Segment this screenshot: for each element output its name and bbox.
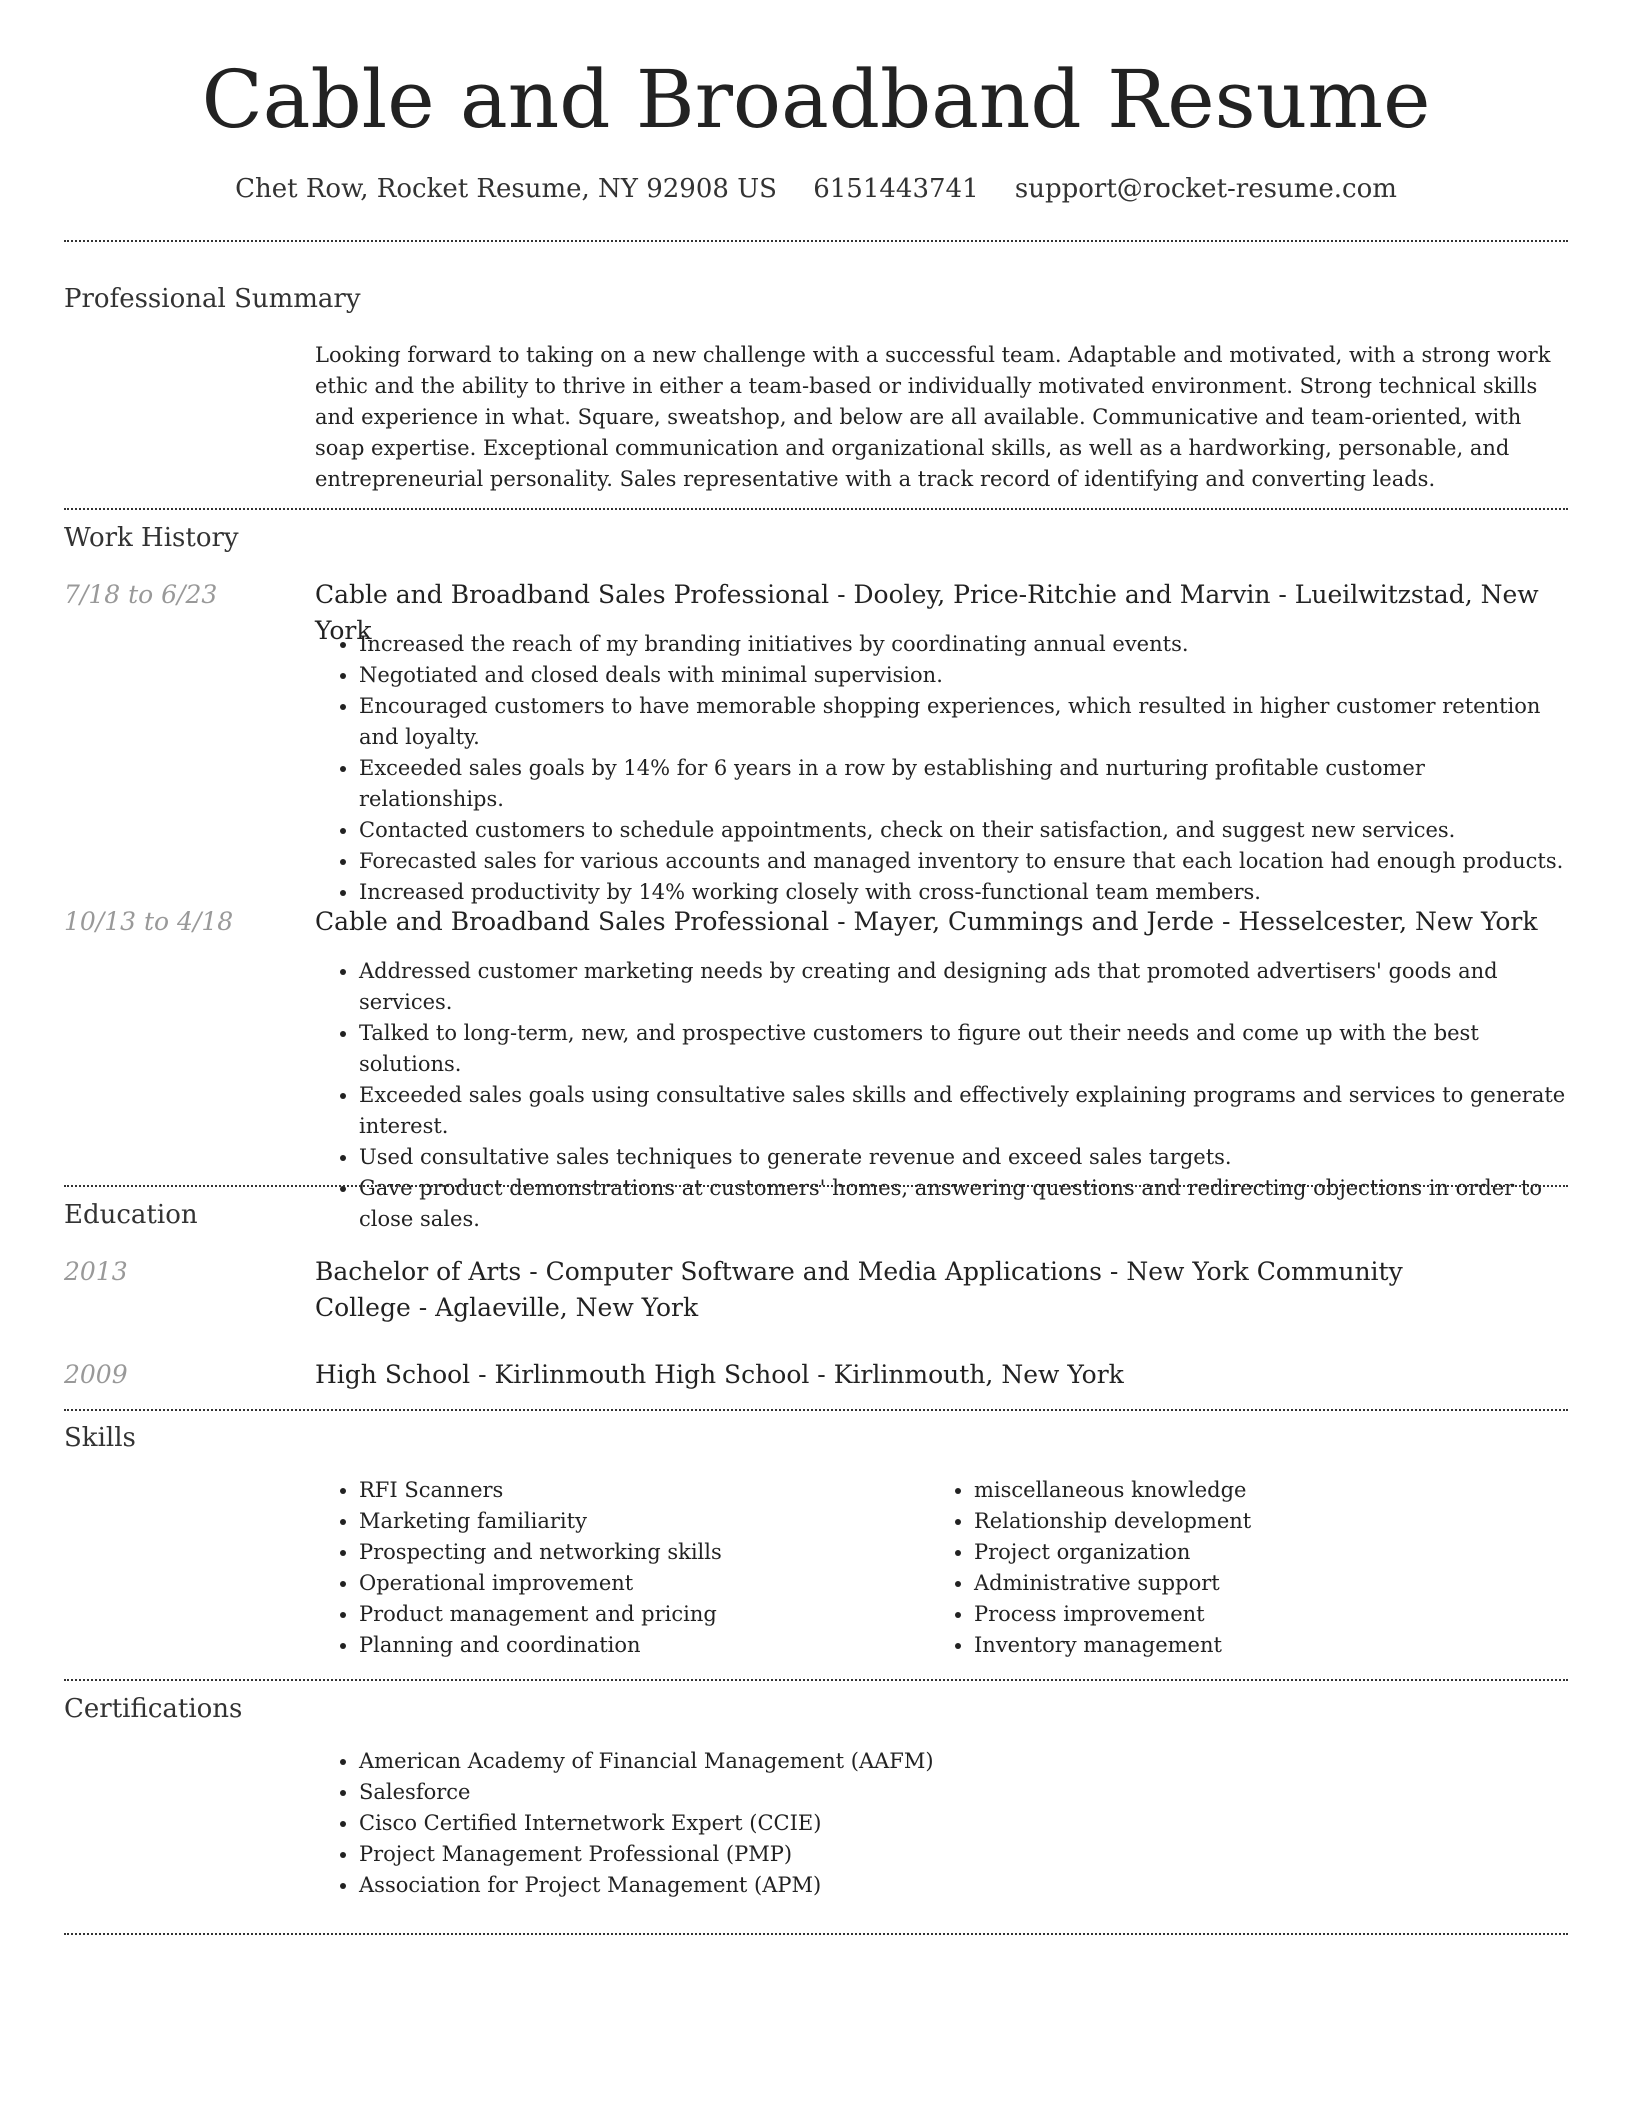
contact-address: Chet Row, Rocket Resume, NY 92908 US <box>235 174 777 204</box>
list-item: • Association for Project Management (APM) <box>359 1870 1568 1901</box>
skills-list-left <box>315 1475 930 1661</box>
list-item: • Used consultative sales techniques to generate revenue and exceed sales targets. <box>359 1142 1568 1173</box>
education-year: 2009 <box>64 1360 128 1389</box>
section-divider <box>64 1679 1568 1681</box>
contact-phone: 6151443741 <box>813 174 979 204</box>
section-divider <box>64 240 1568 242</box>
skills-columns <box>315 1475 1568 1661</box>
list-item: • Project Management Professional (PMP) <box>359 1839 1568 1870</box>
education-year: 2013 <box>64 1257 128 1286</box>
list-item: • Increased productivity by 14% working closely with cross-functional team members. <box>359 877 1568 908</box>
list-item: • Increased the reach of my branding initiatives by coordinating annual events. <box>359 629 1568 660</box>
list-item: • Operational improvement <box>359 1568 930 1599</box>
section-title-work: Work History <box>64 523 239 553</box>
list-item: • Gave product demonstrations at customers' homes, answering questions and redirecting objections in order to close sales. <box>359 1173 1568 1235</box>
list-item: • Addressed customer marketing needs by creating and designing ads that promoted advertisers' goods and services. <box>359 956 1568 1018</box>
job-bullets <box>315 629 1568 908</box>
list-item: • American Academy of Financial Management (AAFM) <box>359 1746 1568 1777</box>
list-item: • Cisco Certified Internetwork Expert (CCIE) <box>359 1808 1568 1839</box>
skills-list-right <box>930 1475 1545 1661</box>
certifications-list <box>315 1746 1568 1901</box>
list-item: • Product management and pricing <box>359 1599 930 1630</box>
list-item: • RFI Scanners <box>359 1475 930 1506</box>
list-item: • Marketing familiarity <box>359 1506 930 1537</box>
list-item: • Forecasted sales for various accounts and managed inventory to ensure that each location had enough products. <box>359 846 1568 877</box>
list-item: • Contacted customers to schedule appointments, check on their satisfaction, and suggest new services. <box>359 815 1568 846</box>
list-item: • Talked to long-term, new, and prospective customers to figure out their needs and come up with the best solutions. <box>359 1018 1568 1080</box>
list-item: • Administrative support <box>974 1568 1545 1599</box>
list-item: • Negotiated and closed deals with minimal supervision. <box>359 660 1568 691</box>
list-item: • Encouraged customers to have memorable shopping experiences, which resulted in higher customer retention and loyalty. <box>359 691 1568 753</box>
list-item: • Exceeded sales goals by 14% for 6 years in a row by establishing and nurturing profitable customer relationships. <box>359 753 1568 815</box>
summary-text: Looking forward to taking on a new challenge with a successful team. Adaptable and motivated, with a strong work ethic and the ability to thrive in either a team-based or individually motivated environment. Strong technical skills and experience in what. Square, sweatshop, and below are all available. Communicative and team-oriented, with soap expertise. Exceptional communication and organizational skills, as well as a hardworking, personable, and entrepreneurial personality. Sales representative with a track record of identifying and converting leads. <box>315 343 1551 491</box>
section-divider <box>64 508 1568 510</box>
resume-title: Cable and Broadband Resume <box>201 53 1431 146</box>
contact-line <box>0 172 1632 206</box>
section-title-summary: Professional Summary <box>64 284 361 314</box>
job-dates: 7/18 to 6/23 <box>64 580 218 609</box>
list-item: • Inventory management <box>974 1630 1545 1661</box>
education-entry: Bachelor of Arts - Computer Software and Media Applications - New York Community College - Aglaeville, New York <box>315 1257 1403 1322</box>
section-title-education: Education <box>64 1200 198 1230</box>
list-item: • Planning and coordination <box>359 1630 930 1661</box>
list-item: • Process improvement <box>974 1599 1545 1630</box>
job-dates: 10/13 to 4/18 <box>64 907 234 936</box>
list-item: • Exceeded sales goals using consultative sales skills and effectively explaining programs and services to generate interest. <box>359 1080 1568 1142</box>
contact-email: support@rocket-resume.com <box>1014 174 1397 204</box>
list-item: • Project organization <box>974 1537 1545 1568</box>
section-title-skills: Skills <box>64 1423 136 1453</box>
job-heading: Cable and Broadband Sales Professional - Dooley, Price-Ritchie and Marvin - Lueilwitzstad, New York <box>315 580 1539 645</box>
list-item: • Relationship development <box>974 1506 1545 1537</box>
section-title-certifications: Certifications <box>64 1694 243 1724</box>
job-heading: Cable and Broadband Sales Professional - Mayer, Cummings and Jerde - Hesselcester, New York <box>315 907 1538 936</box>
section-divider <box>64 1933 1568 1935</box>
list-item: • Prospecting and networking skills <box>359 1537 930 1568</box>
section-divider <box>64 1409 1568 1411</box>
list-item: • miscellaneous knowledge <box>974 1475 1545 1506</box>
list-item: • Salesforce <box>359 1777 1568 1808</box>
section-divider <box>64 1185 1568 1187</box>
job-bullets <box>315 956 1568 1235</box>
education-entry: High School - Kirlinmouth High School - Kirlinmouth, New York <box>315 1360 1124 1389</box>
